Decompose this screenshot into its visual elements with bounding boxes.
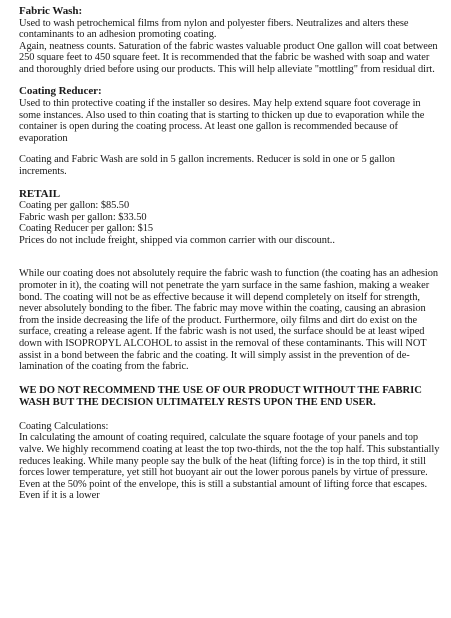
calculations-paragraph: In calculating the amount of coating required, calculate the square footage of your panels and top valve. We highly recommend coating at least the top two-thirds, not the the top half. This substantially reduces leaking. While many people say the bulk of the heat (lifting force) is in the top third, it still forces lower temperature, yet still hot buoyant air out the lower porous panels by virtue of pressure. Even at the 50% point of the envelope, this is still a substantial amount of lifting force that escapes. Even if it is a lower bbox=[19, 432, 440, 502]
retail-reducer-price: Coating Reducer per gallon: $15 bbox=[19, 223, 154, 235]
fabric-wash-note-paragraph: While our coating does not absolutely require the fabric wash to function (the coating has an adhesion promoter in it), the coating will not penetrate the yarn surface in the same fashion, making a weaker bond. The coating will not be as effective because it will depend completely on itself for strength, never absolutely bonding to the fiber. The fabric may move within the coating, causing an abrasion from the inside decreasing the life of the product. Furthermore, oily films and dirt do exist on the surface, creating a release agent. If the fabric wash is not used, the surface should be at least wiped down with ISOPROPYL ALCOHOL to assist in the removal of these contaminants. This will NOT assist in a bond between the fabric and the coating. It will simply assist in the prevention of de-lamination of the coating from the fabric. bbox=[19, 268, 439, 373]
fabric-wash-paragraph-2: Again, neatness counts. Saturation of the fabric wastes valuable product One gallon will coat between 250 square feet to 450 square feet. It is recommended that the fabric be washed with soap and water and thoroughly dried before using our products. This will help alleviate "mottling" from residual dirt. bbox=[19, 40, 438, 75]
coating-reducer-heading: Coating Reducer: bbox=[19, 85, 102, 98]
retail-coating-price: Coating per gallon: $85.50 bbox=[19, 200, 130, 212]
retail-section bbox=[19, 188, 442, 247]
fabric-wash-paragraph-1: Used to wash petrochemical films from nylon and polyester fibers. Neutralizes and alters these contaminants to an adhesion promoting coating. bbox=[19, 17, 409, 41]
coating-reducer-section bbox=[19, 85, 442, 144]
fabric-wash-section bbox=[19, 5, 442, 75]
increments-paragraph: Coating and Fabric Wash are sold in 5 gallon increments. Reducer is sold in one or 5 gallon increments. bbox=[19, 154, 395, 177]
retail-freight-note: Prices do not include freight, shipped via common carrier with our discount.. bbox=[19, 234, 335, 246]
calculations-heading: Coating Calculations: bbox=[19, 420, 109, 432]
fabric-wash-heading: Fabric Wash: bbox=[19, 5, 83, 17]
calculations-section bbox=[19, 421, 442, 502]
coating-reducer-paragraph: Used to thin protective coating if the installer so desires. May help extend square foot coverage in some instances. Also used to thin coating that is starting to thicken up due to evaporation while the container is open during the coating process. At least one gallon is recommended because of evaporation bbox=[19, 97, 425, 144]
warning-statement: WE DO NOT RECOMMEND THE USE OF OUR PRODUCT WITHOUT THE FABRIC WASH BUT THE DECISION ULTIMATELY RESTS UPON THE END USER. bbox=[19, 384, 422, 408]
retail-fabric-wash-price: Fabric wash per gallon: $33.50 bbox=[19, 211, 147, 223]
retail-heading: RETAIL bbox=[19, 187, 61, 200]
